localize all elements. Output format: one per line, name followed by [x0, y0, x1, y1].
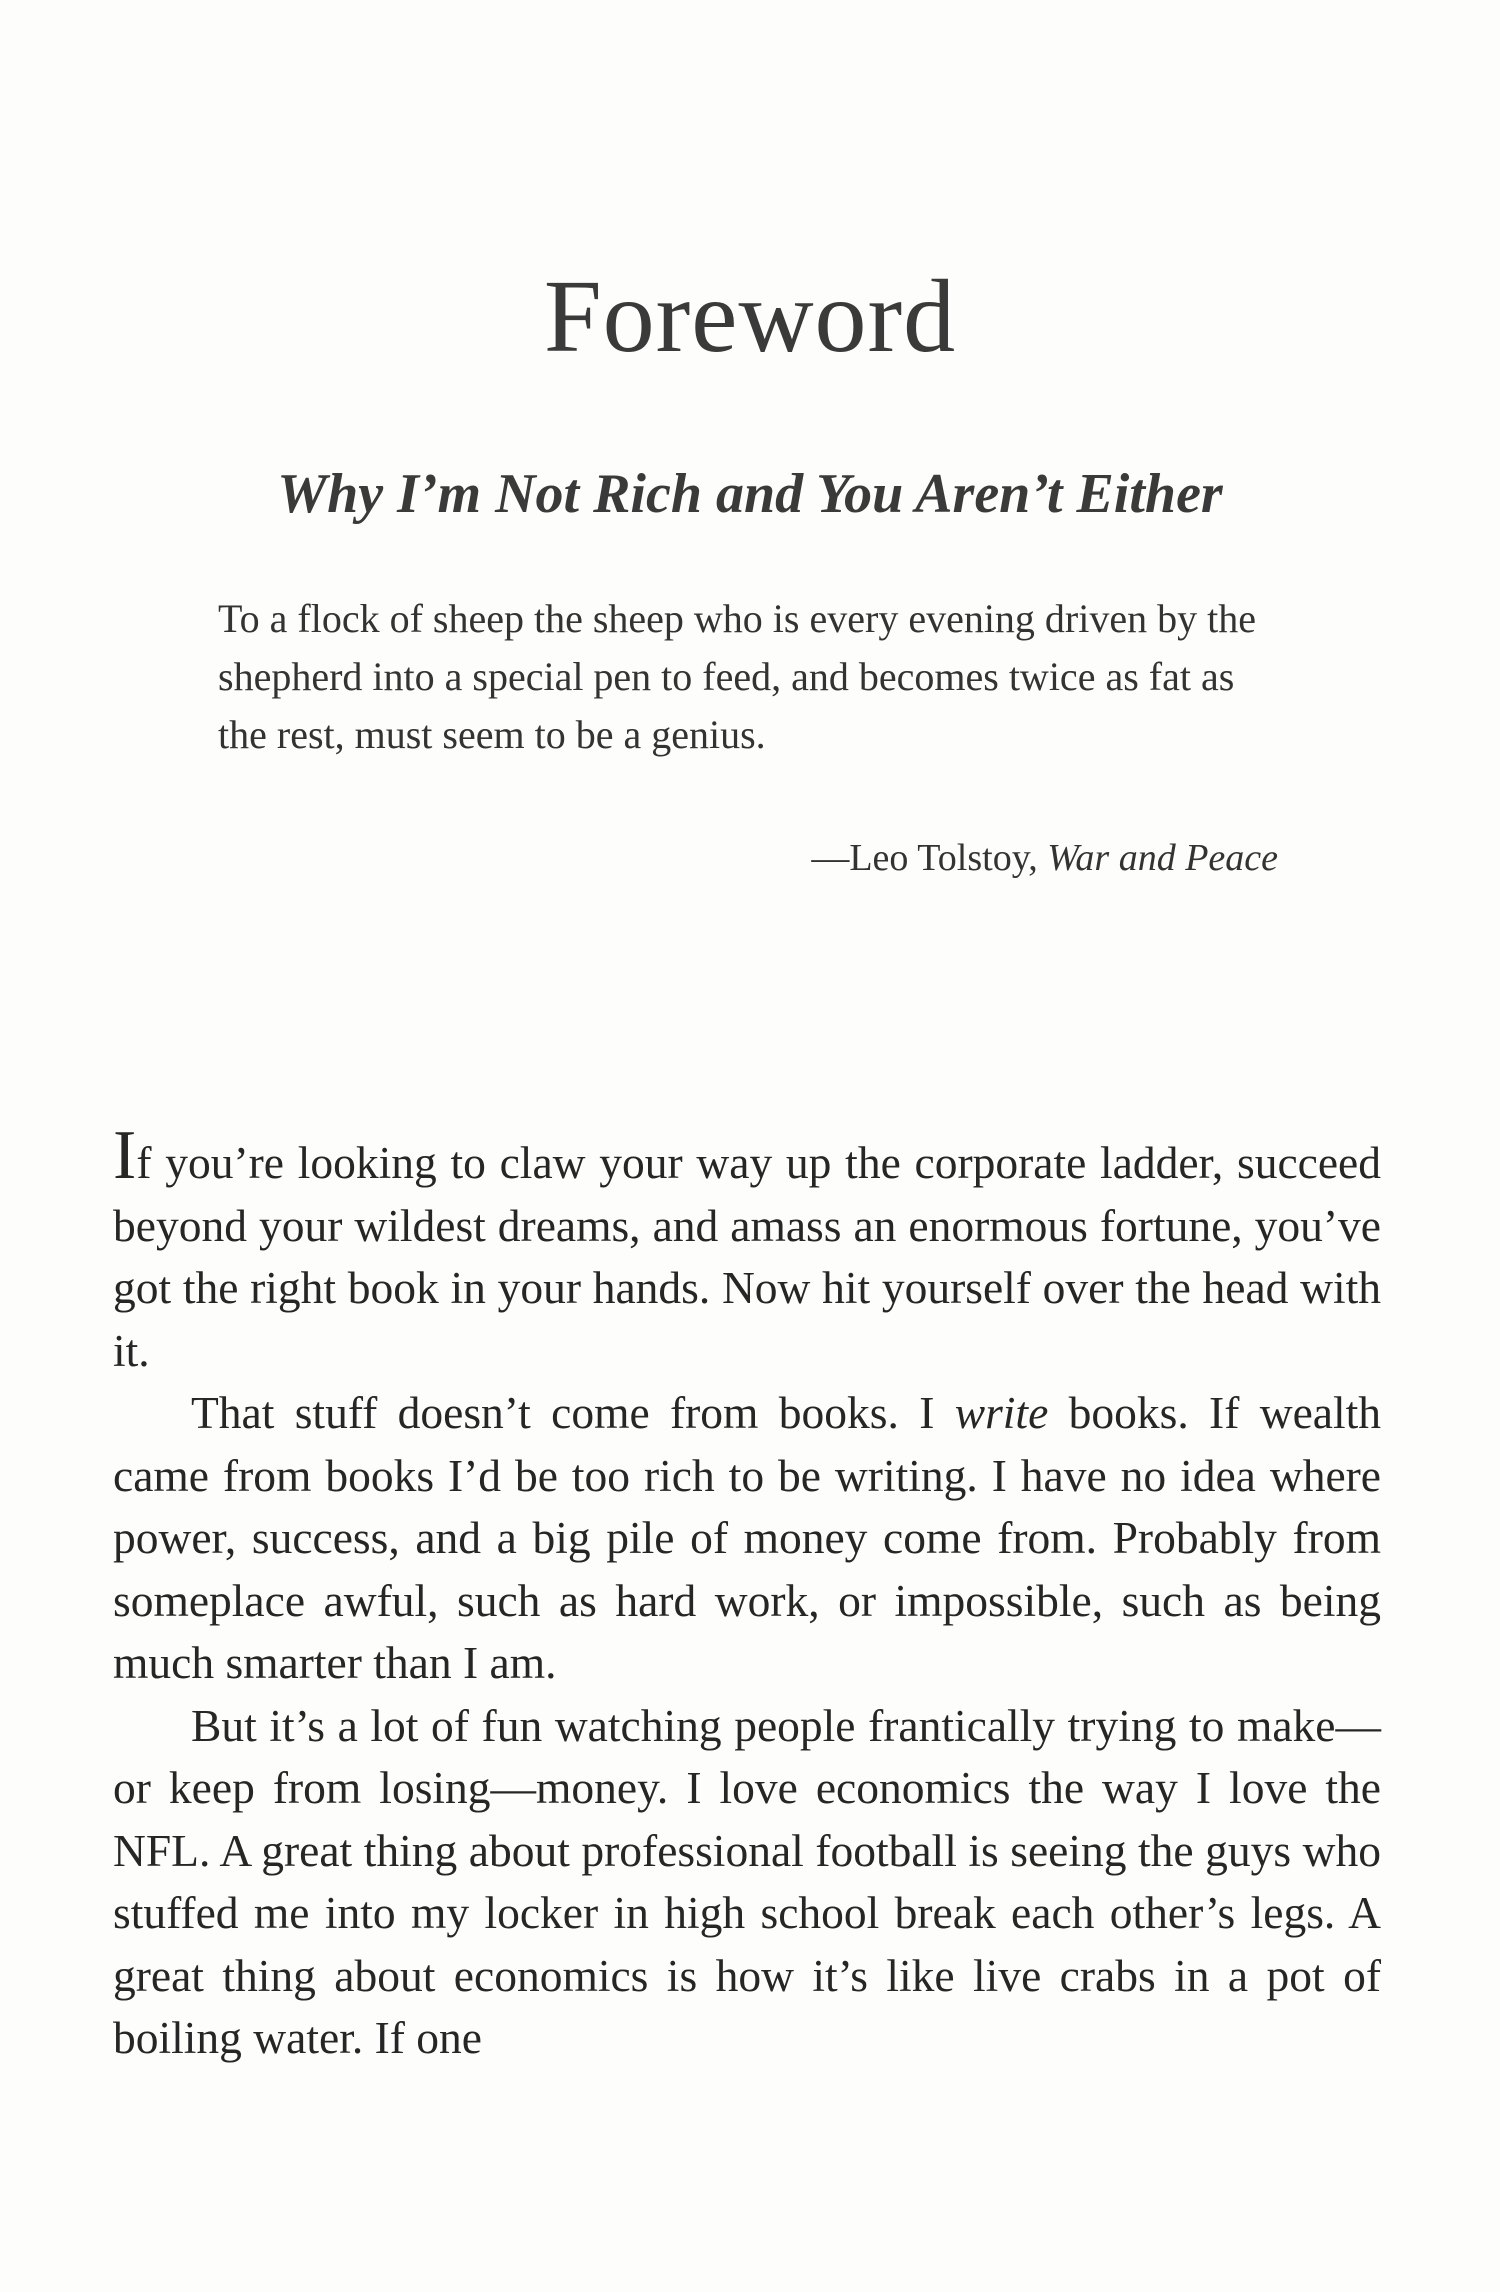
body-text: [113, 1117, 1381, 2070]
paragraph-2-text-a: That stuff doesn’t come from books. I: [191, 1387, 955, 1438]
paragraph-2-text-b: books. If wealth came from books I’d be too rich to be writing. I have no idea where power, success, and a big pile of money come from. Probably from someplace awful, such as hard work, or impossible, such as being much smarter than I am.: [113, 1387, 1381, 1688]
attribution-work: War and Peace: [1047, 837, 1278, 879]
epigraph-attribution: [218, 836, 1278, 880]
attribution-author: —Leo Tolstoy,: [811, 837, 1048, 879]
paragraph-2-emphasis: write: [954, 1387, 1049, 1438]
paragraph-3: But it’s a lot of fun watching people frantically trying to make—or keep from losing—money. I love economics the way I love the NFL. A great thing about professional football is seeing the guys who stuffed me into my locker in high school break each other’s legs. A great thing about economics is how it’s like live crabs in a pot of boiling water. If one: [113, 1699, 1381, 2063]
paragraph-2: [113, 1382, 1381, 1695]
paragraph-1-text: f you’re looking to claw your way up the corporate ladder, succeed beyond your wildest dreams, and amass an enormous fortune, you’ve got the right book in your hands. Now hit yourself over the head with it.: [113, 1137, 1381, 1376]
paragraph-1: [113, 1117, 1381, 1382]
epigraph-quote: To a flock of sheep the sheep who is every evening driven by the shepherd into a special pen to feed, and becomes twice as fat as the rest, must seem to be a genius.: [218, 596, 1256, 757]
drop-cap: I: [113, 1117, 137, 1194]
chapter-subtitle: Why I’m Not Rich and You Aren’t Either: [277, 463, 1223, 525]
page-title: Foreword: [543, 259, 957, 374]
